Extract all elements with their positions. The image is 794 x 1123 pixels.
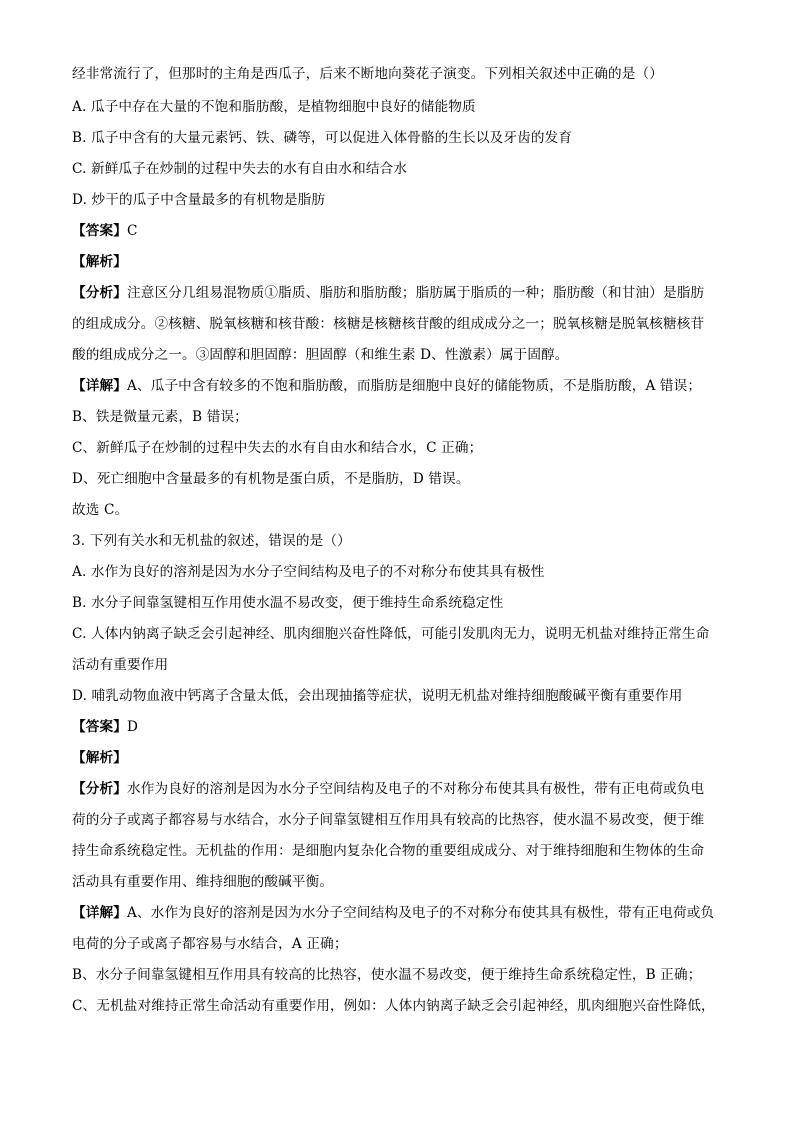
xiangjie-tag: 【详解】	[72, 905, 127, 921]
answer-value: C	[126, 223, 138, 239]
fenxi-tag: 【分析】	[72, 285, 127, 301]
fenxi-text: 注意区分几组易混物质①脂质、脂肪和脂肪酸；脂肪属于脂质的一种；脂肪酸（和甘油）是脂肪	[126, 285, 705, 301]
xiangjie-text: 电荷的分子或离子都容易与水结合，A 正确；	[72, 936, 348, 952]
option-c: C. 人体内钠离子缺乏会引起神经、肌肉细胞兴奋性降低，可能引发肌肉无力，说明无机盐对维持正常生命	[72, 626, 710, 642]
fenxi-text: 荷的分子或离子都容易与水结合，水分子间靠氢键相互作用具有较高的比热容，使水温不易改变，便于维	[72, 812, 705, 828]
fenxi-text: 的组成成分。②核糖、脱氧核糖和核苷酸：核糖是核糖核苷酸的组成成分之一；脱氧核糖是脱氧核糖核苷	[72, 316, 705, 332]
xiangjie-text: C、新鲜瓜子在炒制的过程中失去的水有自由水和结合水，C 正确；	[72, 440, 483, 456]
xiangjie-text: A、瓜子中含有较多的不饱和脂肪酸，而脂肪是细胞中良好的储能物质，不是脂肪酸，A 错误；	[126, 378, 702, 394]
option-d: D. 炒干的瓜子中含量最多的有机物是脂肪	[72, 192, 326, 208]
analysis-heading	[72, 748, 127, 768]
xiangjie-text: B、铁是微量元素，B 错误；	[72, 409, 248, 425]
option-c: C. 新鲜瓜子在炒制的过程中失去的水有自由水和结合水	[72, 161, 408, 177]
answer-tag: 【答案】	[72, 223, 127, 239]
xiangjie-tag: 【详解】	[72, 378, 127, 394]
question-stem: 3. 下列有关水和无机盐的叙述，错误的是（）	[72, 533, 351, 549]
xiangjie-line	[72, 903, 714, 923]
xiangjie-text: B、水分子间靠氢键相互作用具有较高的比热容，使水温不易改变，便于维持生命系统稳定性，B 正确；	[72, 967, 702, 983]
fenxi-text: 活动具有重要作用、维持细胞的酸碱平衡。	[72, 874, 334, 890]
option-b: B. 瓜子中含有的大量元素钙、铁、磷等，可以促进入体骨骼的生长以及牙齿的发育	[72, 130, 573, 146]
option-b: B. 水分子间靠氢键相互作用使水温不易改变，便于维持生命系统稳定性	[72, 595, 504, 611]
option-d: D. 哺乳动物血液中钙离子含量太低，会出现抽搐等症状，说明无机盐对维持细胞酸碱平衡有重要作用	[72, 688, 683, 704]
option-c-cont: 活动有重要作用	[72, 657, 169, 673]
analysis-tag: 【解析】	[72, 254, 127, 270]
answer-line	[72, 221, 138, 241]
xiangjie-text: A、水作为良好的溶剂是因为水分子空间结构及电子的不对称分布使其具有极性，带有正电荷或负	[126, 905, 715, 921]
option-a: A. 瓜子中存在大量的不饱和脂肪酸，是植物细胞中良好的储能物质	[72, 99, 476, 115]
fenxi-tag: 【分析】	[72, 781, 127, 797]
xiangjie-text: D、死亡细胞中含量最多的有机物是蛋白质，不是脂肪，D 错误。	[72, 471, 470, 487]
answer-value: D	[126, 719, 139, 735]
analysis-tag: 【解析】	[72, 750, 127, 766]
fenxi-text: 酸的组成成分之一。③固醇和胆固醇：胆固醇（和维生素 D、性激素）属于固醇。	[72, 347, 569, 363]
answer-tag: 【答案】	[72, 719, 127, 735]
fenxi-line	[72, 779, 704, 799]
analysis-heading	[72, 252, 127, 272]
answer-line	[72, 717, 138, 737]
fenxi-text: 水作为良好的溶剂是因为水分子空间结构及电子的不对称分布使其具有极性，带有正电荷或负电	[126, 781, 705, 797]
xiangjie-text: C、无机盐对维持正常生命活动有重要作用，例如：人体内钠离子缺乏会引起神经，肌肉细胞兴奋性降低，	[72, 998, 715, 1014]
xiangjie-line	[72, 376, 701, 396]
fenxi-line	[72, 283, 704, 303]
option-a: A. 水作为良好的溶剂是因为水分子空间结构及电子的不对称分布使其具有极性	[72, 564, 545, 580]
question-stem: 经非常流行了，但那时的主角是西瓜子，后来不断地向葵花子演变。下列相关叙述中正确的是（）	[72, 66, 663, 82]
conclusion: 故选 C。	[72, 502, 129, 518]
fenxi-text: 持生命系统稳定性。无机盐的作用：是细胞内复杂化合物的重要组成成分、对于维持细胞和生物体的生命	[72, 843, 705, 859]
